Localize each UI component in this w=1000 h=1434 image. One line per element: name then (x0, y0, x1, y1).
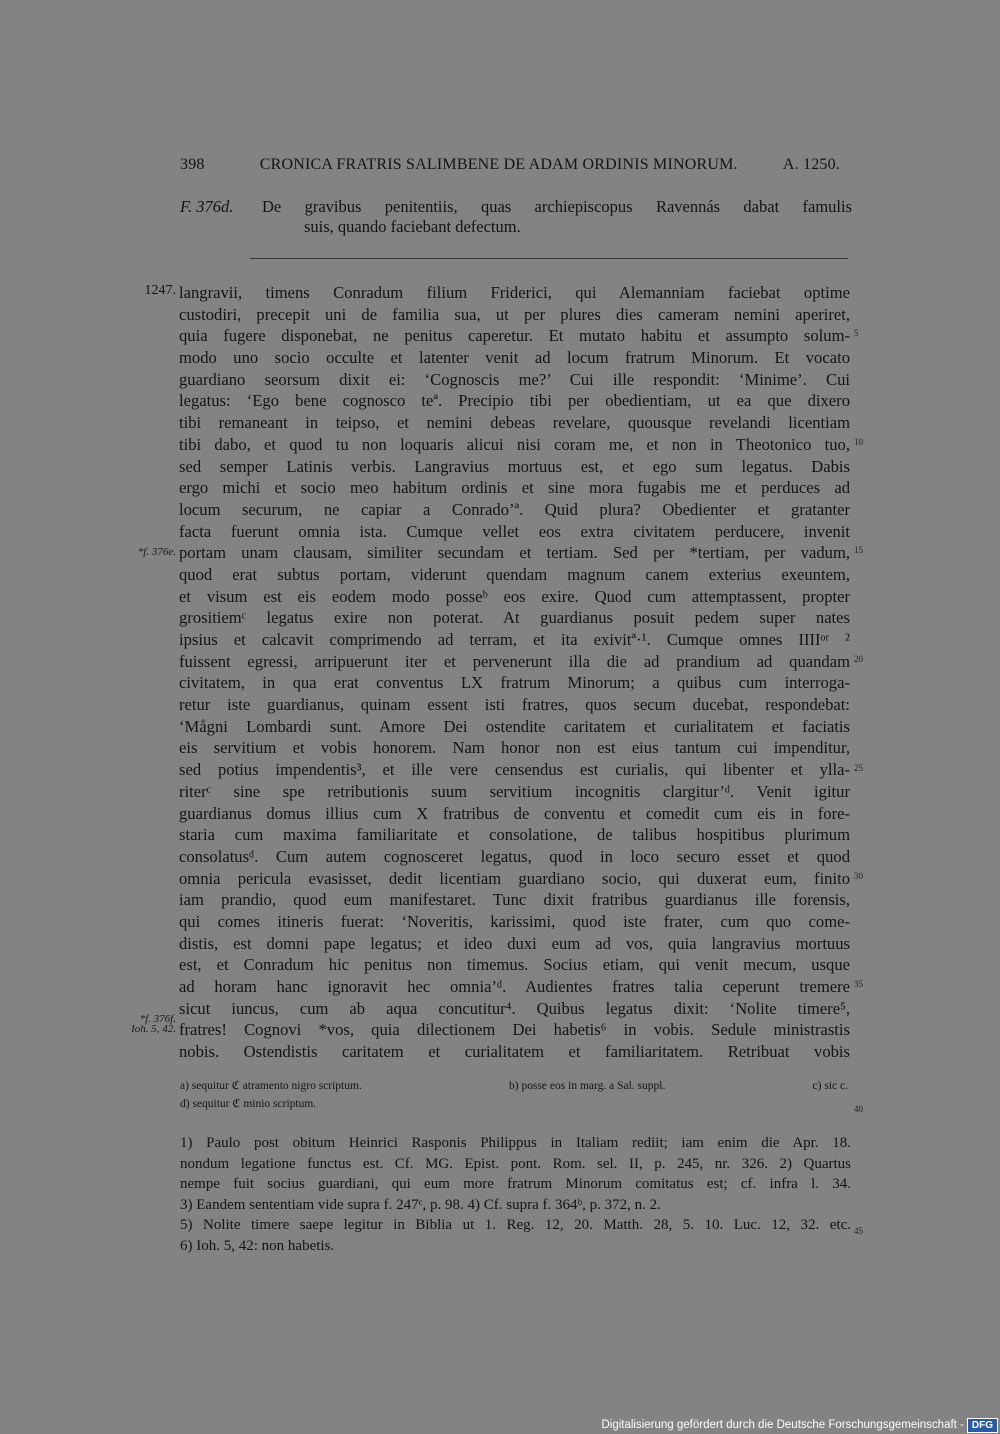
text-line: retur iste guardianus, quinam essent isti fratres, quos secum ducebat, respondebat: (179, 695, 850, 715)
footnote-line: 5) Nolite timere saepe legitur in Biblia ut 1. Reg. 12, 20. Matth. 28, 5. 10. Luc. 12, 32. etc. (180, 1217, 851, 1233)
page-number: 398 (180, 156, 205, 173)
text-line: custodiri, precepit uni de familia sua, ut per plures dies cameram nemini aperiret, (179, 304, 850, 324)
text-line: distis, est domni pape legatus; et ideo duxi eum ad vos, quia langravius mortuus (179, 933, 850, 953)
text-line: quia fugere disponebat, ne penitus caperetur. Et mutato habitu et assumpto solum- (179, 326, 850, 346)
text-line: sed potius impendentis³, et ille vere censendus est curialis, qui libenter et ylla- (179, 760, 850, 780)
text-line: eis servitium et vobis honorem. Nam honor non est eius tantum cui impenditur, (179, 738, 850, 758)
text-line: legatus: ‘Ego bene cognosco teª. Precipio tibi per obedientiam, ut ea que dixero (179, 391, 850, 411)
footnote-line: nondum legatione functus est. Cf. MG. Epist. pont. Rom. sel. II, p. 245, nr. 326. 2) Quartus (180, 1155, 851, 1172)
text-line: nobis. Ostendistis caritatem et curialitatem et familiaritatem. Retribuat vobis (179, 1042, 850, 1062)
text-line: est, et Conradum hic penitus non timemus. Socius etiam, qui venit mecum, usque (179, 955, 850, 975)
text-line: ipsius et calcavit comprimendo ad terram, et ita exivitª·¹. Cumque omnes IIIIᵒʳ ² (179, 630, 850, 649)
text-line: ad horam hanc ignoravit hec omnia’ᵈ. Audientes fratres talia ceperunt tremere (179, 977, 850, 996)
footnote-line: nempe fuit socius guardiani, qui eum more fratrum Minorum comitatus est; cf. infra l. 34. (180, 1176, 851, 1192)
text-line: sed semper Latinis verbis. Langravius mortuus est, et ego sum legatus. Dabis (179, 456, 850, 476)
text-line: guardianus domus illius cum X fratribus de conventu et comedit cum eis in fore- (179, 803, 850, 823)
text-line: et visum est eis eodem modo posseᵇ eos exire. Quod cum attemptassent, propter (179, 586, 850, 606)
text-line: modo uno socio occulte et latenter venit ad locum fratrum Minorum. Et vocato (179, 348, 850, 368)
text-line: ergo michi et socio meo habitum ordinis et sine mora fugabis me et perduces ad (179, 478, 850, 498)
text-line: fuissent egressi, arripuerunt iter et pervenerunt illa die ad prandium ad quandam (179, 651, 850, 671)
text-line: guardiano seorsum dixit ei: ‘Cognoscis me?’ Cui ille respondit: ‘Minime’. Cui (179, 369, 850, 389)
footnotes (180, 1133, 851, 1256)
text-line: iam prandio, quod eum manifestaret. Tunc dixit fratribus guardianus ille forensis, (179, 890, 850, 910)
footnote-line: 6) Ioh. 5, 42: non habetis. (180, 1237, 335, 1254)
running-header (180, 156, 840, 174)
footer-text: Digitalisierung gefördert durch die Deutsche Forschungsgemeinschaft - (601, 1419, 964, 1431)
text-line: quod erat subtus portam, viderunt quendam magnum canem exterius exeuntem, (179, 564, 850, 584)
text-line: grositiemᶜ legatus exire non poterat. At guardianus posuit pedem super nates (179, 608, 850, 628)
heading-line-2: suis, quando faciebant defectum. (304, 217, 521, 236)
text-line: tibi dabo, et quod tu non loquaris alicui nisi coram me, et non in Theotonico tuo, (179, 434, 850, 454)
header-year: A. 1250. (782, 156, 840, 173)
margin-folio-ref: *f. 376f. Ioh. 5, 42. (131, 1013, 176, 1035)
text-line: consolatusᵈ. Cum autem cognosceret legatus, quod in loco securo esset et quod (179, 846, 850, 866)
apparatus-note-b: b) posse eos in marg. a Sal. suppl. (509, 1080, 666, 1092)
separator-rule (250, 258, 848, 259)
footnote-line: 1) Paulo post obitum Heinrici Rasponis Philippus in Italiam rediit; iam enim die Apr. 18. (180, 1135, 851, 1151)
text-line: tibi remaneant in teipso, et nemini debeas revelare, quousque revelandi licentiam (179, 413, 850, 433)
heading-line-1: De gravibus penitentiis, quas archiepiscopus Ravennás dabat famulis (262, 197, 852, 216)
text-line: fratres! Cognovi *vos, quia dilectionem Dei habetis⁶ in vobis. Sedule ministrastis (179, 1020, 850, 1040)
text-line: ‘Mågni Lombardi sunt. Amore Dei ostendite caritatem et curialitatem et faciatis (179, 716, 850, 736)
running-title: CRONICA FRATRIS SALIMBENE DE ADAM ORDINIS MINORUM. (259, 156, 738, 173)
text-line: portam unam clausam, similiter secundam et tertiam. Sed per *tertiam, per vadum, (179, 543, 850, 563)
funding-footer (570, 1416, 1000, 1434)
apparatus-note-d: d) sequitur ℭ minio scriptum. (180, 1098, 317, 1110)
text-line: locum securum, ne capiar a Conrado’ª. Quid plura? Obedienter et gratanter (179, 499, 850, 519)
apparatus-note-a: a) sequitur ℭ atramento nigro scriptum. (180, 1080, 362, 1092)
margin-year: 1247. (144, 283, 176, 298)
text-line: civitatem, in qua erat conventus LX fratrum Minorum; a quibus cum interroga- (179, 673, 850, 693)
critical-apparatus (180, 1077, 850, 1113)
scanned-page: 398 CRONICA FRATRIS SALIMBENE DE ADAM ORDINIS MINORUM. A. 1250. F. 376d. De gravibus penitentiis, quas archiepiscopus Ravennás dabat famulis suis, quando faciebant defectum. 1247. *f. 376e. *f. 376f. Ioh. 5, 42. 5 10 15 20 25 30 35 40 45 langravii, timens Conradum filium Friderici, qui Alemanniam faciebat optime custodiri, precepit uni de familia sua, ut per plures dies cameram nemini aperiret, quia fugere disponebat, ne penitus caperetur. Et mutato habitu et assumpto solum- modo uno socio occulte et latenter venit ad locum fratrum Minorum. Et vocato guardiano seorsum dixit ei: ‘Cognoscis me?’ Cui ille respondit: ‘Minime’. Cui legatus: ‘Ego bene cognosco teª. Precipio tibi per obedientiam, ut ea que dixero tibi remaneant in teipso, et nemini debeas revelare, quousque revelandi licentiam tibi dabo, et quod tu non loquaris alicui nisi coram me, et non in Theotonico tuo, sed semper Latinis verbis. Langravius mortuus est, et ego sum legatus. Dabis ergo michi et socio meo habitum ordinis et sine mora fugabis me et perduces ad locum securum, ne capiar a Conrado’ª. Quid plura? Obedienter et gratanter facta fuerunt omnia ista. Cumque vellet eos extra civitatem perducere, invenit portam unam clausam, similiter secundam et tertiam. Sed per *tertiam, per vadum, quod erat subtus portam, viderunt quendam magnum canem exterius exeuntem, et visum est eis eodem modo posseᵇ eos exire. Quod cum attemptassent, propter grositiemᶜ legatus exire non poterat. At guardianus posuit pedem super nates ipsius et calcavit comprimendo ad terram, et ita exivitª·¹. Cumque omnes IIIIᵒʳ ² fuissent egressi, arripuerunt iter et pervenerunt illa die ad prandium ad quandam civitatem, in qua erat conventus LX fratrum Minorum; a quibus cum interroga- retur iste guardianus, quinam essent isti fratres, quos secum ducebat, respondebat: ‘Mågni Lombardi sunt. Amore Dei ostendite caritatem et curialitatem et faciatis eis servitium et vobis honorem. Nam honor non est eius tantum cui impenditur, sed potius impendentis³, et ille vere censendus est curialis, qui libenter et ylla- riterᶜ sine spe retributionis suum servitium incognitis clargitur’ᵈ. Venit igitur guardianus domus illius cum X fratribus de conventu et comedit cum eis in fore- staria cum maxima familiaritate et consolatione, de talibus hospitibus plurimum consolatusᵈ. Cum autem cognosceret legatus, quod in loco securo esset et quod omnia pericula evasisset, dedit licentiam guardiano socio, qui duxerat eum, finito iam prandio, quod eum manifestaret. Tunc dixit fratribus guardianus ille forensis, qui comes itineris fuerat: ‘Noveritis, karissimi, quod iste frater, cum quo come- distis, est domni pape legatus; et ideo duxi eum ad vos, quia langravius mortuus est, et Conradum hic penitus non timemus. Socius etiam, qui venit mecum, usque ad horam hanc ignoravit hec omnia’ᵈ. Audientes fratres talia ceperunt tremere sicut iuncus, cum ab aqua concutitur⁴. Quibus legatus dixit: ‘Nolite timere⁵, fratres! Cognovi *vos, quia dilectionem Dei habetis⁶ in vobis. Sedule ministrastis nobis. Ostendistis caritatem et curialitatem et familiaritatem. Retribuat vobis a) sequitur ℭ atramento nigro scriptum. b) posse eos in marg. a Sal. suppl. c) sic c. d) sequitur ℭ minio scriptum. 1) Paulo post obitum Heinrici Rasponis Philippus in Italiam rediit; iam enim die Apr. 18. nondum legatione functus est. Cf. MG. Epist. pont. Rom. sel. II, p. 245, nr. 326. 2) Quartus nempe fuit socius guardiani, qui eum more fratrum Minorum comitatus est; cf. infra l. 34. 3) Eandem sententiam vide supra f. 247ᶜ, p. 98. 4) Cf. supra f. 364ᵇ, p. 372, n. 2. 5) Nolite timere saepe legitur in Biblia ut 1. Reg. 12, 20. Matth. 28, 5. 10. Luc. 12, 32. etc. 6) Ioh. 5, 42: non habetis. Digitalisierung gefördert durch die Deutsche Forschungsgemeinschaft - DFG (0, 0, 1000, 1434)
text-line: omnia pericula evasisset, dedit licentiam guardiano socio, qui duxerat eum, finito (179, 868, 850, 888)
text-line: staria cum maxima familiaritate et consolatione, de talibus hospitibus plurimum (179, 825, 850, 845)
folio-reference: F. 376d. (180, 197, 234, 216)
text-line: sicut iuncus, cum ab aqua concutitur⁴. Quibus legatus dixit: ‘Nolite timere⁵, (179, 998, 850, 1018)
text-line: qui comes itineris fuerat: ‘Noveritis, karissimi, quod iste frater, cum quo come- (179, 911, 850, 931)
dfg-logo: DFG (967, 1418, 998, 1433)
main-text (179, 282, 850, 1063)
apparatus-note-c: c) sic c. (812, 1080, 848, 1092)
chapter-heading (180, 197, 852, 237)
text-line: langravii, timens Conradum filium Friderici, qui Alemanniam faciebat optime (179, 283, 850, 302)
text-line: facta fuerunt omnia ista. Cumque vellet eos extra civitatem perducere, invenit (179, 521, 850, 541)
text-line: riterᶜ sine spe retributionis suum servitium incognitis clargitur’ᵈ. Venit igitur (179, 781, 850, 801)
margin-folio-ref: *f. 376e. (137, 546, 176, 558)
footnote-line: 3) Eandem sententiam vide supra f. 247ᶜ, p. 98. 4) Cf. supra f. 364ᵇ, p. 372, n. 2. (180, 1196, 661, 1213)
